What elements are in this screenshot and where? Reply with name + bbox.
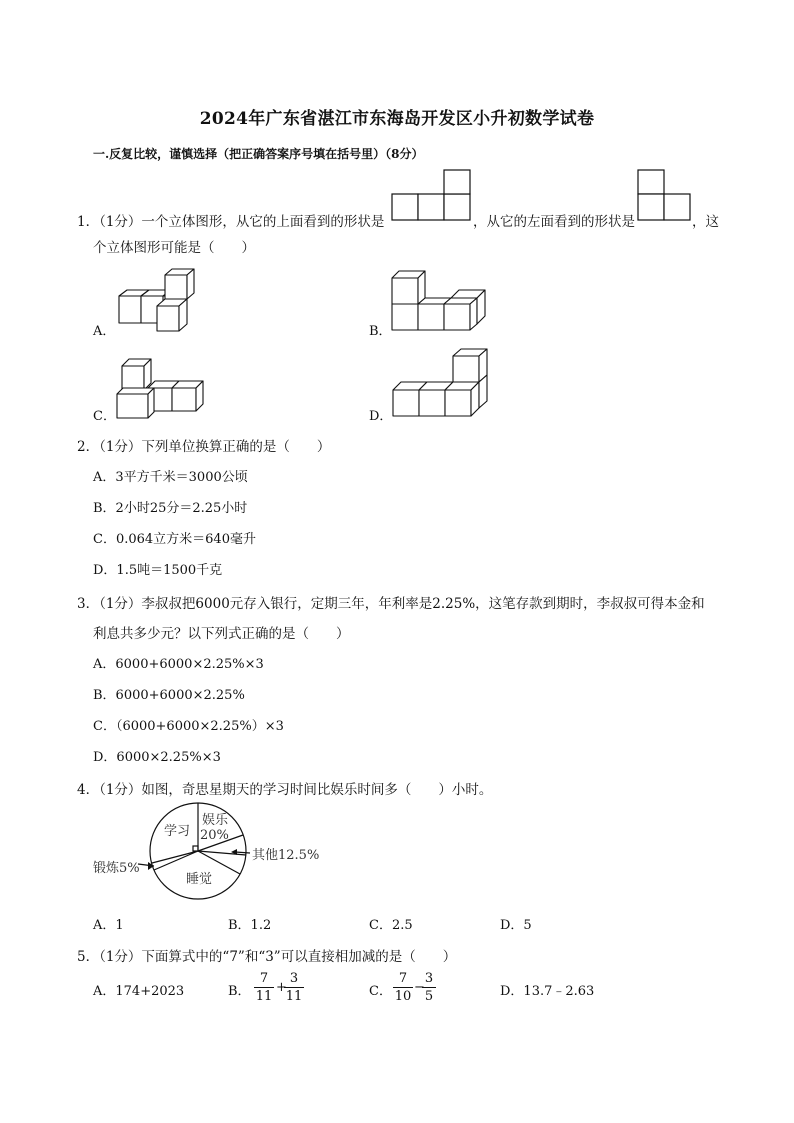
- q1-figure-c: [112, 352, 208, 420]
- q5-stem: 5．（1分）下面算式中的“7”和“3”可以直接相加减的是（ ）: [77, 949, 457, 965]
- pie-label-study: 学习: [164, 824, 191, 839]
- q5-option-b-frac1: [254, 971, 274, 1004]
- q3-option-d: D．6000×2.25%×3: [93, 750, 221, 765]
- other-pointer: [235, 852, 250, 853]
- q5-option-c-frac2: [422, 971, 436, 1004]
- denominator: 11: [285, 989, 303, 1004]
- q1-option-b: B．: [369, 324, 392, 339]
- q1-left-view: [636, 170, 692, 222]
- q4-option-d: D．5: [500, 918, 532, 933]
- q1-top-view: [390, 170, 472, 222]
- q1-text-3: ，这: [692, 214, 719, 230]
- q5-option-b-op: +: [276, 980, 287, 995]
- pie-label-exercise: 锻炼5%: [93, 861, 140, 876]
- q3-line1: 3．（1分）李叔叔把6000元存入银行，定期三年，年利率是2.25%，这笔存款到期时，李叔叔可得本金和: [77, 596, 705, 612]
- q1-figure-d: [390, 346, 492, 418]
- q2-option-a: A．3平方千米＝3000公顷: [93, 470, 248, 485]
- page-title: 2024年广东省湛江市东海岛开发区小升初数学试卷: [199, 109, 595, 129]
- q2-stem: 2．（1分）下列单位换算正确的是（ ）: [77, 439, 331, 455]
- q2-option-b: B．2小时25分＝2.25小时: [93, 501, 248, 516]
- q1-option-a: A．: [93, 324, 116, 339]
- denominator: 5: [424, 989, 434, 1004]
- q5-option-c-op: −: [414, 980, 425, 995]
- numerator: 3: [289, 971, 299, 986]
- q5-option-c-frac1: [393, 971, 413, 1004]
- q1-figure-a: [112, 266, 202, 336]
- q3-option-b: B．6000+6000×2.25%: [93, 688, 245, 703]
- q1-text-line2: 个立体图形可能是（ ）: [93, 240, 255, 256]
- q4-option-c: C．2.5: [369, 918, 413, 933]
- numerator: 3: [424, 971, 434, 986]
- numerator: 7: [259, 971, 269, 986]
- fraction-bar: [284, 987, 304, 988]
- pie-label-other: 其他12.5%: [252, 848, 320, 863]
- q5-option-b-frac2: [284, 971, 304, 1004]
- q2-option-c: C．0.064立方米＝640毫升: [93, 532, 256, 547]
- right-angle-mark: [193, 846, 198, 851]
- pie-label-sleep: 睡觉: [186, 872, 213, 887]
- denominator: 11: [255, 989, 273, 1004]
- pie-label-fun: 娱乐: [202, 813, 229, 828]
- q1-figure-b: [388, 268, 490, 334]
- denominator: 10: [394, 989, 412, 1004]
- fraction-bar: [393, 987, 413, 988]
- q4-option-a: A．1: [93, 918, 124, 933]
- q3-option-a: A．6000+6000×2.25%×3: [93, 657, 264, 672]
- q5-option-c-prefix: C．: [369, 984, 392, 999]
- q3-line2: 利息共多少元？以下列式正确的是（ ）: [93, 626, 350, 642]
- q5-option-d: D．13.7﹣2.63: [500, 984, 595, 999]
- q2-option-d: D．1.5吨＝1500千克: [93, 563, 223, 578]
- q3-option-c: C．（6000+6000×2.25%）×3: [93, 719, 284, 734]
- numerator: 7: [398, 971, 408, 986]
- pie-label-fun-pct: 20%: [200, 828, 229, 843]
- q5-option-b-prefix: B．: [228, 984, 251, 999]
- section-heading: 一.反复比较，谨慎选择（把正确答案序号填在括号里）（8分）: [93, 147, 424, 161]
- q4-pie-chart: [90, 800, 340, 905]
- q1-option-d: D．: [369, 409, 393, 424]
- fraction-bar: [254, 987, 274, 988]
- q5-option-a: A．174+2023: [93, 984, 185, 999]
- q4-stem: 4．（1分）如图，奇思星期天的学习时间比娱乐时间多（ ）小时。: [77, 782, 493, 798]
- fraction-bar: [422, 987, 436, 988]
- q1-option-c: C．: [93, 409, 116, 424]
- q1-text-2: ，从它的左面看到的形状是: [473, 214, 635, 230]
- q1-text-1: 1．（1分）一个立体图形，从它的上面看到的形状是: [77, 214, 385, 230]
- q4-option-b: B．1.2: [228, 918, 272, 933]
